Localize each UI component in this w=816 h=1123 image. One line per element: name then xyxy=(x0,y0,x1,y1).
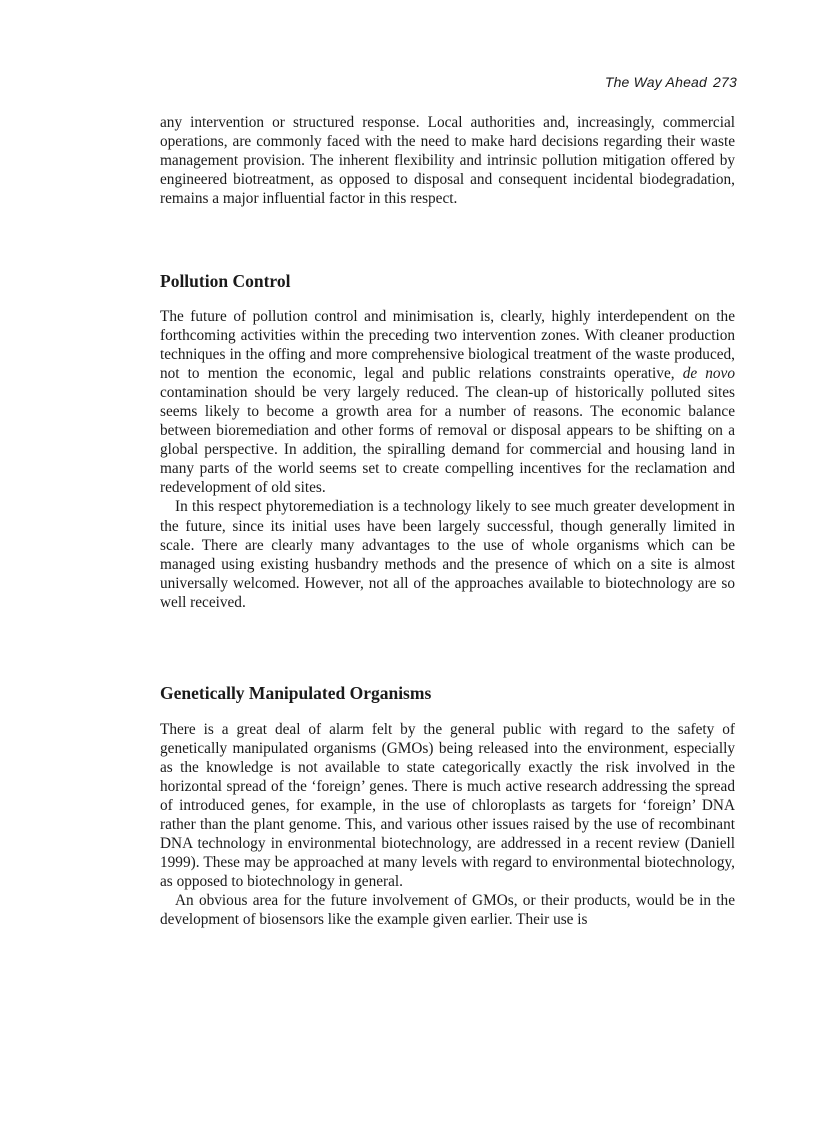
intro-paragraph: any intervention or structured response. Local authorities and, increasingly, commercial operations, are commonly faced with the need to make hard decisions regarding their waste management provision. The inherent flexibility and intrinsic pollution mitigation offered by engineered biotreatment, as opposed to disposal and consequent incidental biodegradation, remains a major influential factor in this respect. xyxy=(160,114,735,208)
pollution-paragraph-1 xyxy=(160,307,735,497)
running-title: The Way Ahead xyxy=(604,74,708,90)
gmo-paragraph-1: There is a great deal of alarm felt by the general public with regard to the safety of genetically manipulated organisms (GMOs) being released into the environment, especially as the knowledge is not available to state categorically exactly the risk involved in the horizontal spread of the ‘foreign’ genes. There is much active research addressing the spread of introduced genes, for example, in the use of chloroplasts as targets for ‘foreign’ DNA rather than the plant genome. This, and various other issues raised by the use of recombinant DNA technology in environmental biotechnology, are addressed in a recent review (Daniell 1999). These may be approached at many levels with regard to environmental biotechnology, as opposed to biotechnology in general. xyxy=(160,721,735,891)
pollution-control-section xyxy=(160,307,735,612)
pollution-p1-text-b: contamination should be very largely reduced. The clean-up of historically polluted sites seems likely to become a growth area for a number of reasons. The economic balance between bioremediation and other forms of removal or disposal appears to be shifting on a global perspective. In addition, the spiralling demand for commercial and housing land in many parts of the world seems set to create compelling incentives for the reclamation and redevelopment of old sites. xyxy=(160,384,735,497)
pollution-control-heading-block xyxy=(160,270,735,292)
page-number: 273 xyxy=(713,74,737,90)
gmo-section xyxy=(160,720,735,930)
gmo-heading-block xyxy=(160,682,735,704)
pollution-p1-text-a: The future of pollution control and minimisation is, clearly, highly interdependent on the forthcoming activities within the preceding two intervention zones. With cleaner production techniques in the offing and more comprehensive biological treatment of the waste produced, not to mention the economic, legal and public relations constraints operative, xyxy=(160,308,735,383)
section-heading-pollution-control: Pollution Control xyxy=(160,271,291,291)
section-heading-gmo: Genetically Manipulated Organisms xyxy=(160,683,432,703)
intro-section xyxy=(160,113,735,208)
running-header xyxy=(605,74,737,90)
gmo-paragraph-2: An obvious area for the future involvement of GMOs, or their products, would be in the development of biosensors like the example given earlier. Their use is xyxy=(160,892,735,929)
pollution-p1-italic-term: de novo xyxy=(682,365,735,383)
pollution-paragraph-2: In this respect phytoremediation is a technology likely to see much greater development in the future, since its initial uses have been largely successful, though generally limited in scale. There are clearly many advantages to the use of whole organisms which can be managed using existing husbandry methods and the presence of which on a site is almost universally welcomed. However, not all of the approaches available to biotechnology are so well received. xyxy=(160,498,735,611)
